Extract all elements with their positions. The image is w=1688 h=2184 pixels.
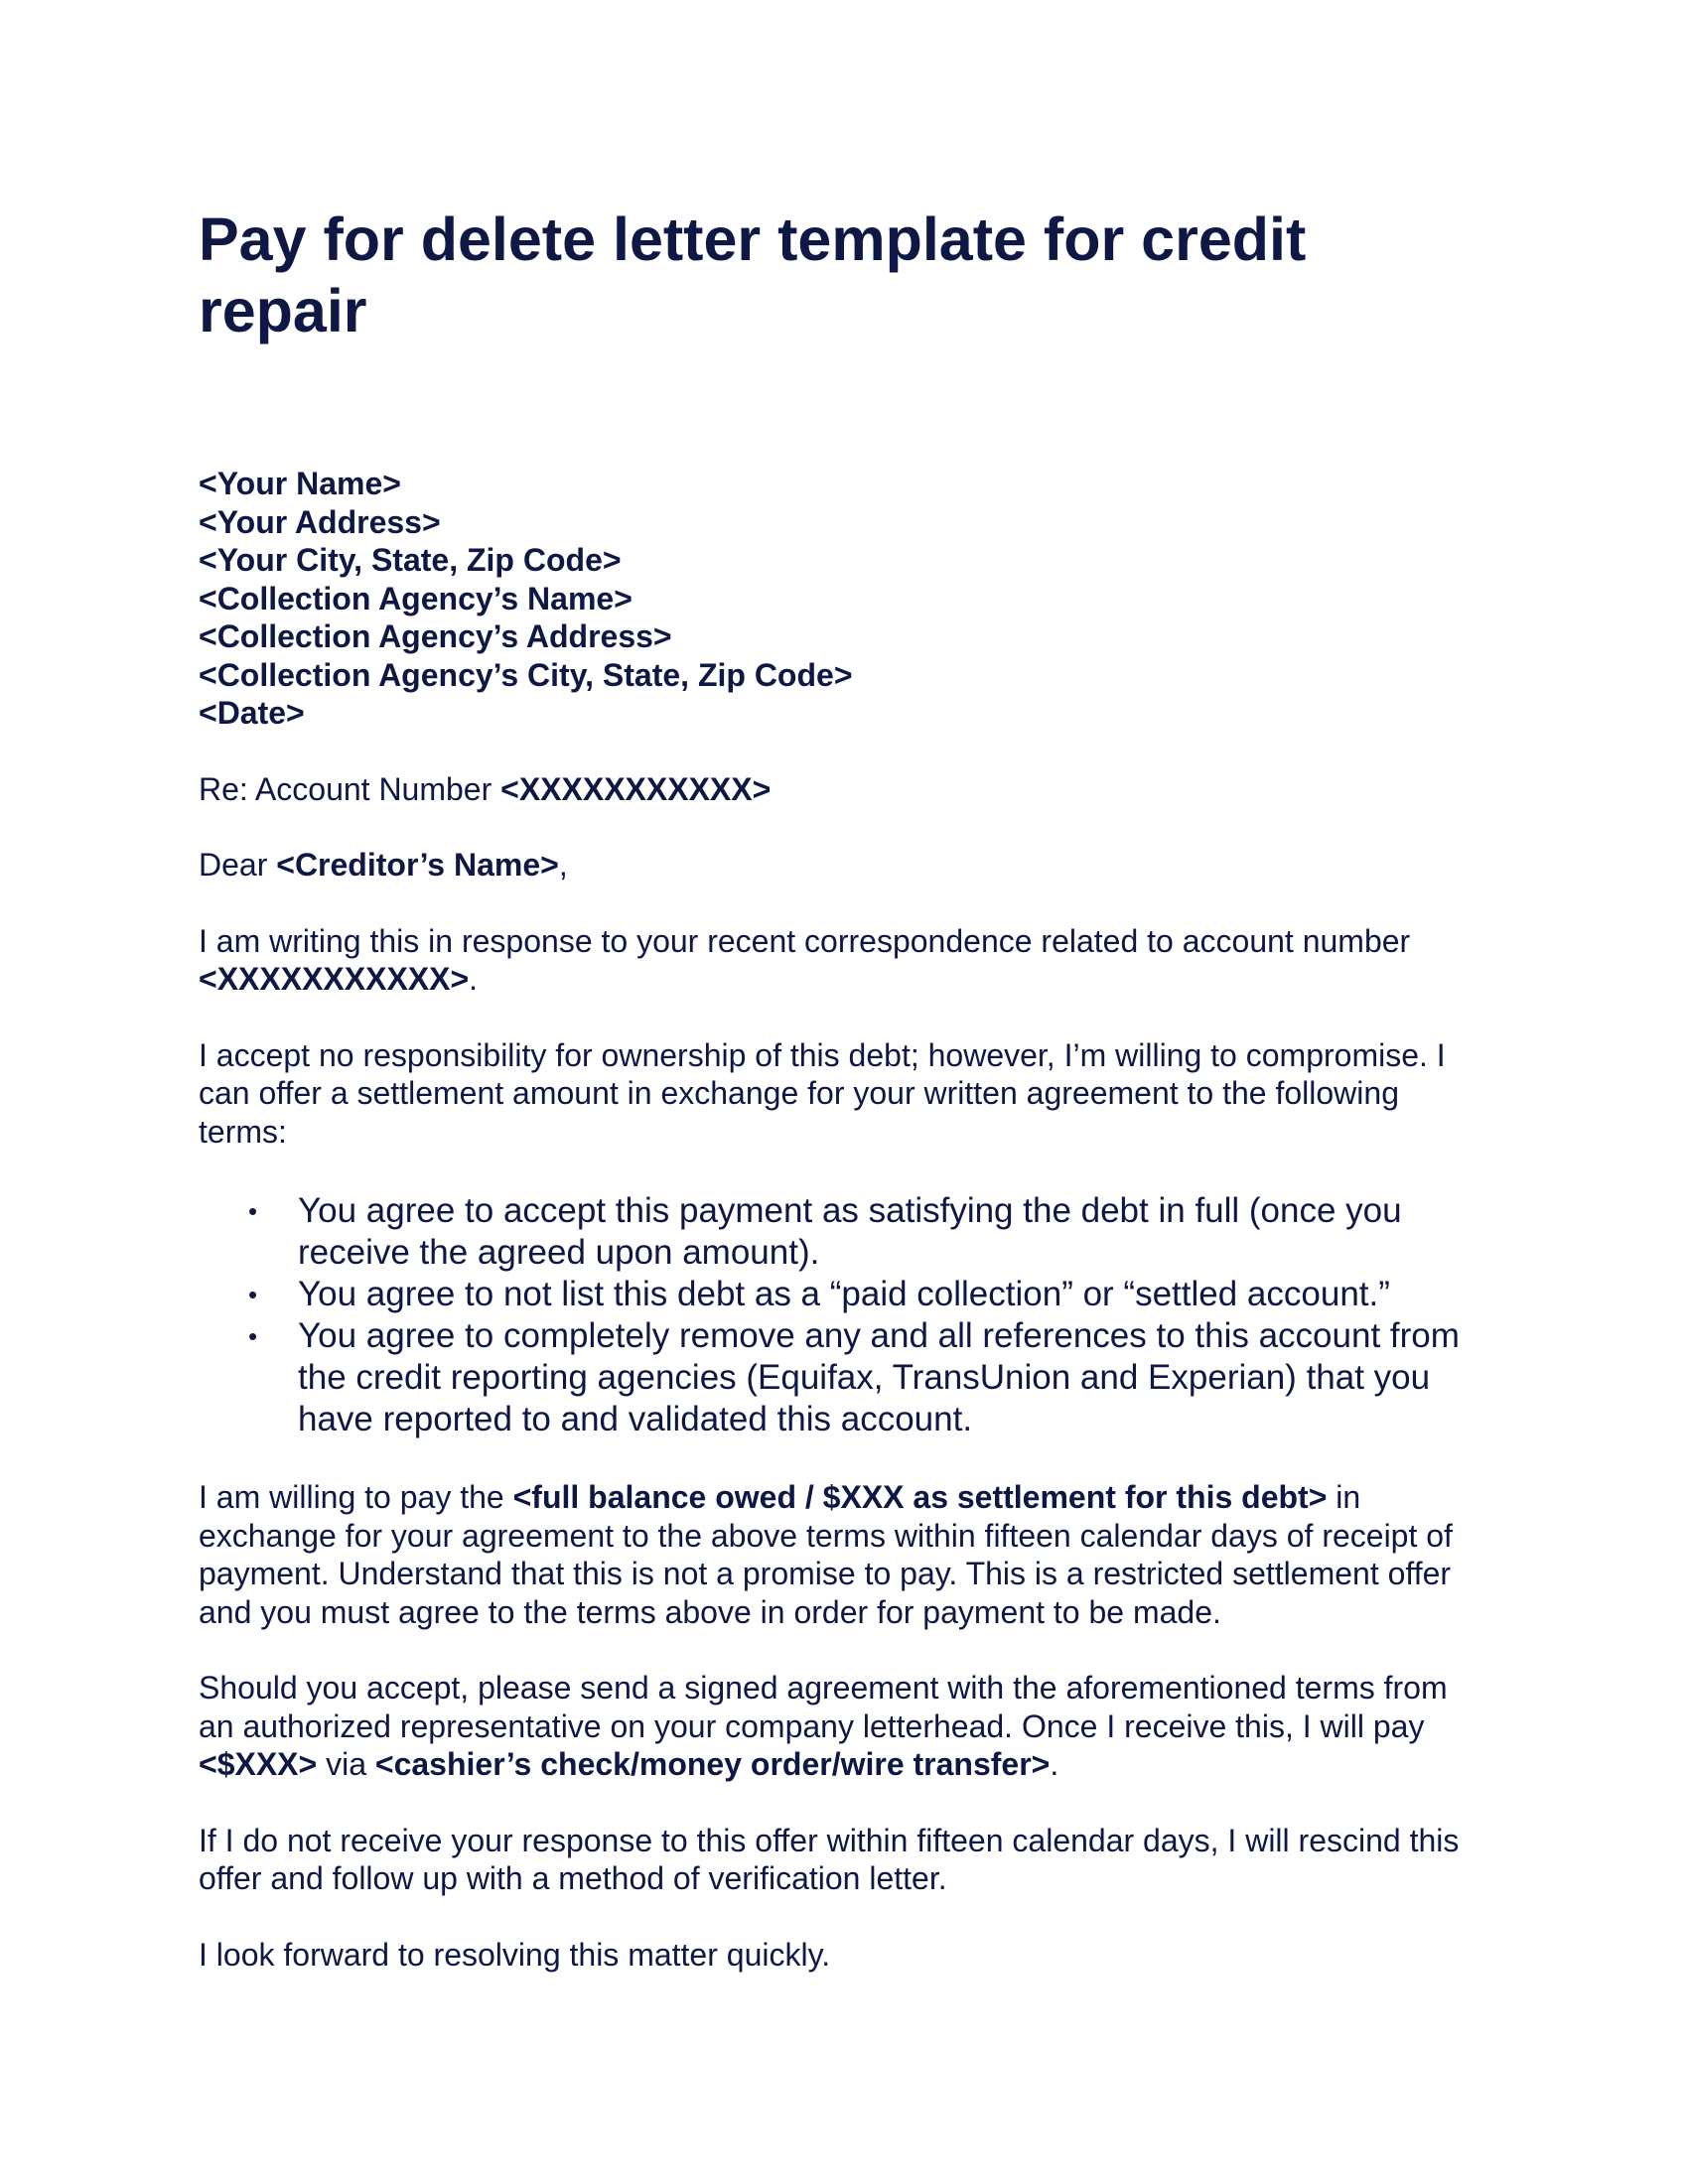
acceptance-end: . [1050,1746,1059,1782]
sender-city-placeholder: <Your City, State, Zip Code> [199,542,622,578]
paragraph-closing: I look forward to resolving this matter quickly. [199,1936,831,1973]
term-text: You agree to completely remove any and all references to this account from the credit reporting agencies (Equifax, TransUnion and Experian) that you have reported to and validated this account. [298,1316,1460,1438]
intro-text: I am writing this in response to your recent correspondence related to account number [199,922,1411,959]
acceptance-pre: Should you accept, please send a signed agreement with the aforementioned terms from an authorized representative on your company letterhead. Once I receive this, I will pay [199,1670,1448,1744]
letter-body [199,465,1489,1974]
paragraph-offer: I accept no responsibility for ownership of this debt; however, I’m willing to compromise. I can offer a settlement amount in exchange for your written agreement to the following terms: [199,1036,1446,1150]
acceptance-amount-placeholder: <$XXX> [199,1746,318,1782]
agency-name-placeholder: <Collection Agency’s Name> [199,580,633,616]
acceptance-mid: via [317,1746,375,1782]
intro-end: . [469,961,479,997]
term-text: You agree to accept this payment as satisfying the debt in full (once you receive the agreed upon amount). [298,1191,1402,1272]
terms-list-item [199,1274,1489,1315]
date-placeholder: <Date> [199,695,305,731]
re-prefix: Re: Account Number [199,770,501,807]
sender-name-placeholder: <Your Name> [199,466,401,501]
payment-method-placeholder: <cashier’s check/money order/wire transfer> [374,1746,1051,1782]
agency-city-placeholder: <Collection Agency’s City, State, Zip Code> [199,656,853,693]
payment-post: in exchange for your agreement to the above terms within fifteen calendar days of receipt of payment. Understand that this is not a promise to pay. This is a restricted settlement offer and you must agree to the terms above in order for payment to be made. [199,1479,1453,1630]
salutation [199,846,1489,885]
intro-account-number: <XXXXXXXXXXX> [199,961,470,997]
bullet-icon: • [248,1321,258,1351]
salutation-suffix: , [558,847,568,883]
bullet-icon: • [248,1280,258,1309]
paragraph-payment [199,1478,1489,1631]
paragraph-acceptance [199,1669,1489,1784]
re-line [199,770,1489,809]
creditor-name-placeholder: <Creditor’s Name> [276,847,559,883]
agency-address-placeholder: <Collection Agency’s Address> [199,618,672,654]
re-account-number: <XXXXXXXXXXX> [500,770,772,807]
salutation-prefix: Dear [199,847,277,883]
paragraph-rescind: If I do not receive your response to this offer within fifteen calendar days, I will rescind this offer and follow up with a method of verification letter. [199,1822,1460,1896]
terms-list-item [199,1190,1489,1274]
sender-address-placeholder: <Your Address> [199,503,441,540]
payment-amount-placeholder: <full balance owed / $XXX as settlement for this debt> [512,1479,1328,1515]
paragraph-intro [199,922,1489,999]
address-block [199,465,1489,733]
payment-pre: I am willing to pay the [199,1479,513,1515]
terms-list-item [199,1315,1489,1440]
bullet-icon: • [248,1196,258,1226]
page-title: Pay for delete letter template for credit repair [199,205,1307,344]
term-text: You agree to not list this debt as a “paid collection” or “settled account.” [298,1275,1390,1313]
terms-list [199,1190,1489,1440]
